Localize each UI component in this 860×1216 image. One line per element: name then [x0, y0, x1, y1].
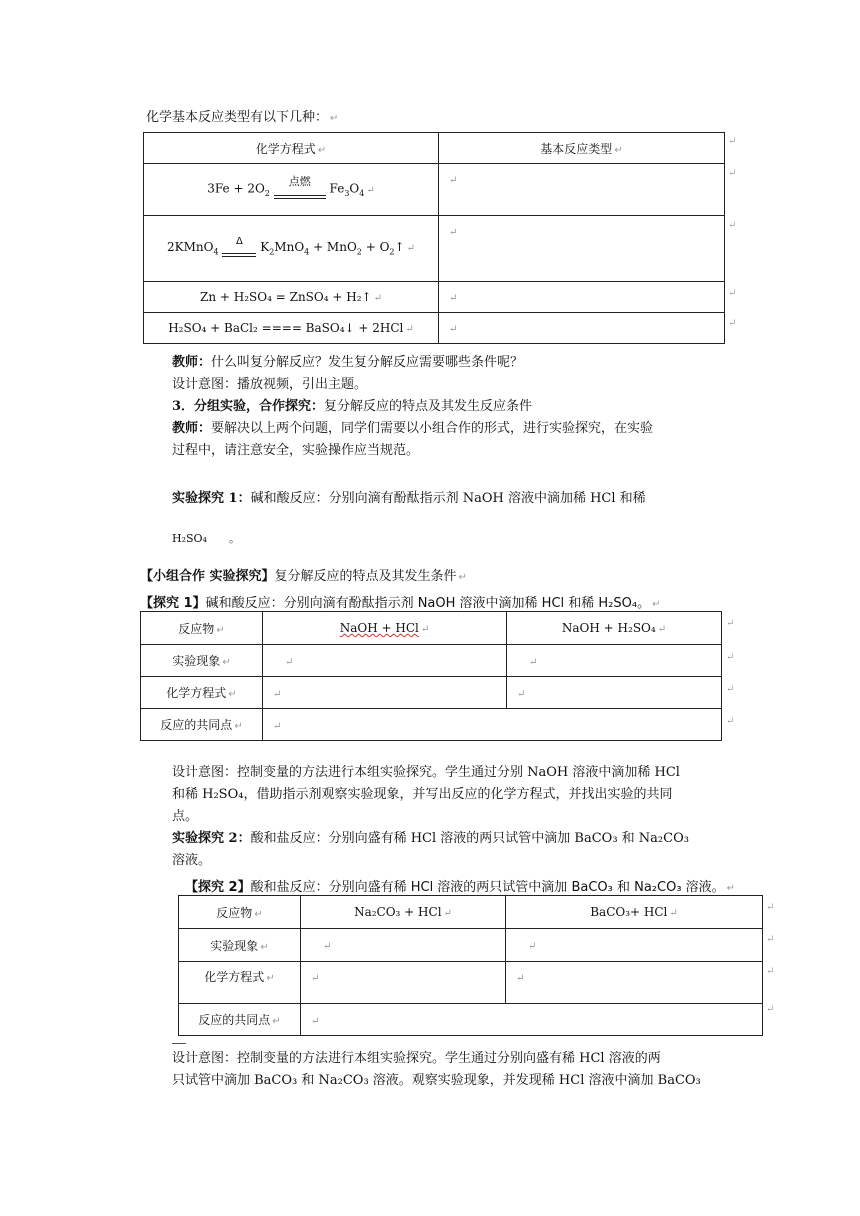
return-mark: ↵	[728, 288, 737, 299]
equation-row-3: Zn + H₂SO₄ = ZnSO₄ + H₂↑ ↵	[144, 282, 439, 313]
row-label-reactants: 反应物 ↵	[141, 612, 263, 645]
explore-2-table	[178, 895, 763, 1036]
reactant-baco3-hcl: BaCO₃+ HCl ↵	[506, 896, 763, 929]
equation-cell-2[interactable]: ↵	[507, 677, 722, 709]
row-label-reactants: 反应物 ↵	[179, 896, 301, 929]
header-equation: 化学方程式 ↵	[144, 133, 439, 164]
return-mark: ↵	[726, 652, 735, 663]
return-mark: ↵	[728, 136, 737, 147]
type-cell-1[interactable]: ↵	[439, 164, 725, 216]
explore-1-table	[140, 611, 722, 741]
teacher-question: 教师：什么叫复分解反应？发生复分解反应需要哪些条件呢？	[172, 355, 524, 370]
experiment-1-tail: H₂SO₄ 。	[172, 532, 240, 545]
return-mark: ↵	[766, 966, 775, 977]
return-mark: ↵	[728, 168, 737, 179]
type-cell-2[interactable]: ↵	[439, 216, 725, 282]
row-label-phenomenon: 实验现象 ↵	[179, 929, 301, 962]
divider	[172, 1043, 186, 1044]
common-cell[interactable]: ↵	[301, 1004, 763, 1036]
reactant-naoh-h2so4: NaOH + H₂SO₄ ↵	[507, 612, 722, 645]
row-label-phenomenon: 实验现象 ↵	[141, 645, 263, 677]
reactant-naoh-hcl: NaOH + HCl ↵	[263, 612, 507, 645]
row-label-common: 反应的共同点 ↵	[179, 1004, 301, 1036]
equation-cell-1[interactable]: ↵	[301, 962, 506, 1004]
phenomenon-cell-1[interactable]: ↵	[263, 645, 507, 677]
type-cell-4[interactable]: ↵	[439, 313, 725, 344]
phenomenon-cell-2[interactable]: ↵	[507, 645, 722, 677]
equation-row-4: H₂SO₄ + BaCl₂ ==== BaSO₄↓ + 2HCl ↵	[144, 313, 439, 344]
phenomenon-cell-1[interactable]: ↵	[301, 929, 506, 962]
design-intent-1: 设计意图：播放视频，引出主题。	[172, 377, 368, 392]
intro-text: 化学基本反应类型有以下几种： ↵	[146, 110, 339, 125]
return-mark: ↵	[726, 684, 735, 695]
type-cell-3[interactable]: ↵	[439, 282, 725, 313]
header-type: 基本反应类型 ↵	[439, 133, 725, 164]
return-mark: ↵	[728, 318, 737, 329]
section-3-heading: 3．分组实验，合作探究：复分解反应的特点及其发生反应条件	[172, 399, 533, 414]
return-mark: ↵	[766, 1004, 775, 1015]
row-label-equation: 化学方程式 ↵	[141, 677, 263, 709]
explore-2-title: 【探究 2】酸和盐反应：分别向盛有稀 HCl 溶液的两只试管中滴加 BaCO₃ 和 Na₂CO₃ 溶液。 ↵	[185, 880, 736, 895]
return-mark: ↵	[726, 716, 735, 727]
row-label-common: 反应的共同点 ↵	[141, 709, 263, 741]
group-title: 【小组合作 实验探究】复分解反应的特点及其发生条件 ↵	[140, 569, 467, 584]
row-label-equation: 化学方程式 ↵	[179, 962, 301, 1004]
experiment-1-text: 实验探究 1：碱和酸反应：分别向滴有酚酞指示剂 NaOH 溶液中滴加稀 HCl 和稀	[172, 491, 646, 506]
return-mark: ↵	[726, 618, 735, 629]
equation-row-2: 2KMnO$_4$ $^\Delta$ $K_2MnO_4 + MnO_2$ + $O_2↑$ ↵	[144, 216, 439, 282]
design-intent-3: 设计意图：控制变量的方法进行本组实验探究。学生通过分别向盛有稀 HCl 溶液的两 只试管中滴加 BaCO₃ 和 Na₂CO₃ 溶液。观察实验现象，并发现稀 HCl 溶液中滴加 BaCO₃	[172, 1051, 701, 1088]
reactant-na2co3-hcl: Na₂CO₃ + HCl ↵	[301, 896, 506, 929]
return-mark: ↵	[766, 934, 775, 945]
return-mark: ↵	[766, 902, 775, 913]
reaction-types-table	[143, 132, 725, 344]
teacher-instruction: 教师：要解决以上两个问题，同学们需要以小组合作的形式，进行实验探究，在实验 过程中，请注意安全，实验操作应当规范。	[172, 421, 654, 458]
return-mark: ↵	[728, 220, 737, 231]
design-intent-2: 设计意图：控制变量的方法进行本组实验探究。学生通过分别 NaOH 溶液中滴加稀 HCl 和稀 H₂SO₄，借助指示剂观察实验现象，并写出反应的化学方程式，并找出实验的共同 点。	[172, 765, 680, 824]
phenomenon-cell-2[interactable]: ↵	[506, 929, 763, 962]
experiment-2-text: 实验探究 2：酸和盐反应：分别向盛有稀 HCl 溶液的两只试管中滴加 BaCO₃ 和 Na₂CO₃ 溶液。	[172, 831, 689, 868]
explore-1-title: 【探究 1】碱和酸反应：分别向滴有酚酞指示剂 NaOH 溶液中滴加稀 HCl 和稀 H₂SO₄。 ↵	[140, 596, 661, 611]
common-cell[interactable]: ↵	[263, 709, 722, 741]
equation-cell-1[interactable]: ↵	[263, 677, 507, 709]
equation-cell-2[interactable]: ↵	[506, 962, 763, 1004]
equation-row-1: $3Fe + 2O_2$ 点燃 $Fe_3O_4$ ↵	[144, 164, 439, 216]
